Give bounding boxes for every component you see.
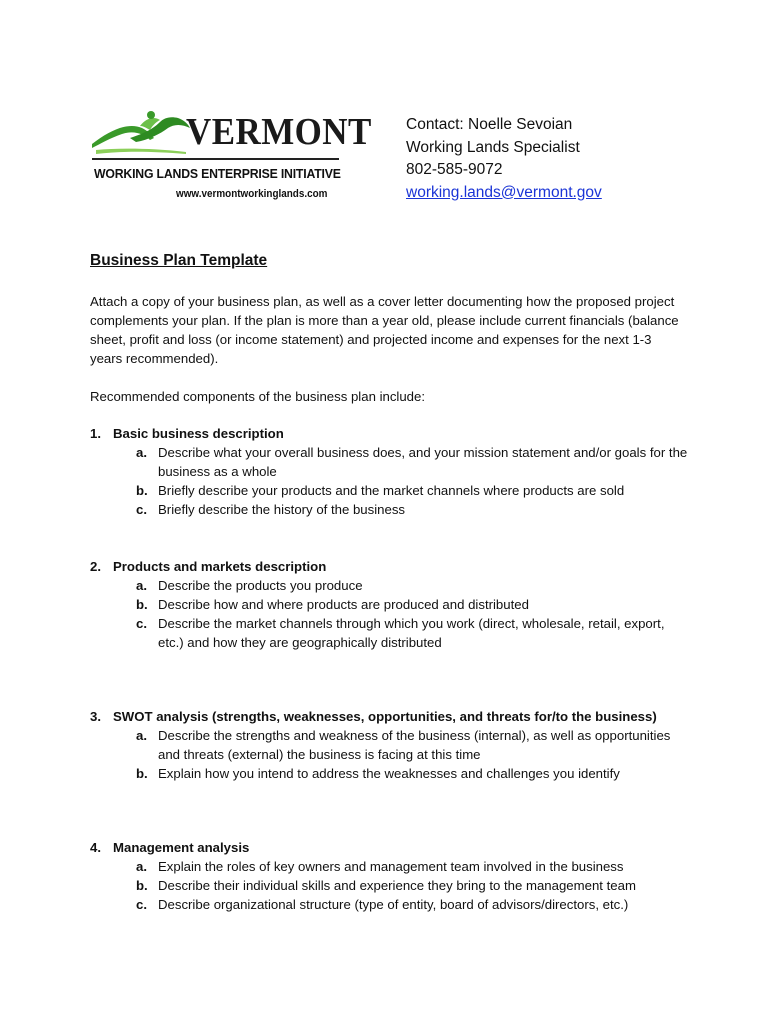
item-letter: a. [136, 859, 147, 874]
section-number: 1. [90, 426, 101, 441]
section-title: Basic business description [113, 426, 284, 441]
contact-block [406, 114, 602, 204]
item-text: Describe how and where products are produced and distributed [158, 597, 529, 612]
item-letter: b. [136, 766, 148, 781]
logo-url: www.vermontworkinglands.com [176, 188, 328, 200]
item-letter: b. [136, 597, 148, 612]
list-item [90, 764, 690, 783]
list-item [90, 876, 690, 895]
item-text: Explain the roles of key owners and management team involved in the business [158, 859, 624, 874]
item-letter: a. [136, 578, 147, 593]
item-text: Describe the products you produce [158, 578, 363, 593]
components-intro: Recommended components of the business plan include: [90, 389, 426, 404]
section-heading [90, 838, 690, 857]
item-letter: c. [136, 502, 147, 517]
vermont-working-lands-logo [90, 108, 372, 208]
section-title: SWOT analysis (strengths, weaknesses, opportunities, and threats for/to the business) [113, 709, 657, 724]
section-title: Products and markets description [113, 559, 327, 574]
intro-paragraph: Attach a copy of your business plan, as well as a cover letter documenting how the proposed project complements your plan. If the plan is more than a year old, please include current financials (balance sheet, profit and loss (or income statement) and projected income and expenses for the next 1-3 years recommended). [90, 294, 679, 366]
list-item [90, 726, 690, 764]
section-heading [90, 707, 690, 726]
list-item [90, 481, 690, 500]
section-title: Management analysis [113, 840, 250, 855]
green-hills-logo-icon [90, 108, 190, 164]
section-number: 4. [90, 840, 101, 855]
item-text: Briefly describe your products and the market channels where products are sold [158, 483, 625, 498]
item-letter: c. [136, 897, 147, 912]
list-item [90, 576, 690, 595]
section-management-analysis [90, 838, 690, 914]
list-item [90, 857, 690, 876]
item-text: Describe what your overall business does, and your mission statement and/or goals for the business as a whole [158, 445, 688, 479]
item-letter: c. [136, 616, 147, 631]
section-swot-analysis [90, 707, 690, 783]
section-products-markets [90, 557, 690, 652]
item-letter: b. [136, 878, 148, 893]
section-heading [90, 424, 690, 443]
section-basic-description [90, 424, 690, 519]
logo-wordmark: VERMONT [186, 111, 372, 153]
item-text: Describe the strengths and weakness of the business (internal), as well as opportunities and threats (external) the business is facing at this time [158, 728, 671, 762]
item-letter: a. [136, 445, 147, 460]
item-text: Briefly describe the history of the business [158, 502, 406, 517]
logo-tagline: WORKING LANDS ENTERPRISE INITIATIVE [94, 166, 341, 181]
contact-role: Working Lands Specialist [406, 138, 580, 156]
item-letter: a. [136, 728, 147, 743]
item-text: Describe organizational structure (type of entity, board of advisors/directors, etc.) [158, 897, 629, 912]
item-letter: b. [136, 483, 148, 498]
logo-divider [92, 158, 339, 160]
page-title: Business Plan Template [90, 252, 268, 269]
list-item [90, 443, 690, 481]
list-item [90, 895, 690, 914]
list-item [90, 595, 690, 614]
item-text: Explain how you intend to address the weaknesses and challenges you identify [158, 766, 620, 781]
contact-phone: 802-585-9072 [406, 161, 503, 178]
list-item [90, 614, 690, 652]
item-text: Describe the market channels through which you work (direct, wholesale, retail, export, etc.) and how they are geographically distributed [158, 616, 665, 650]
section-heading [90, 557, 690, 576]
list-item [90, 500, 690, 519]
contact-name: Contact: Noelle Sevoian [406, 116, 573, 133]
section-number: 3. [90, 709, 101, 724]
contact-email-link[interactable]: working.lands@vermont.gov [406, 183, 602, 201]
section-number: 2. [90, 559, 101, 574]
item-text: Describe their individual skills and experience they bring to the management team [158, 878, 636, 893]
